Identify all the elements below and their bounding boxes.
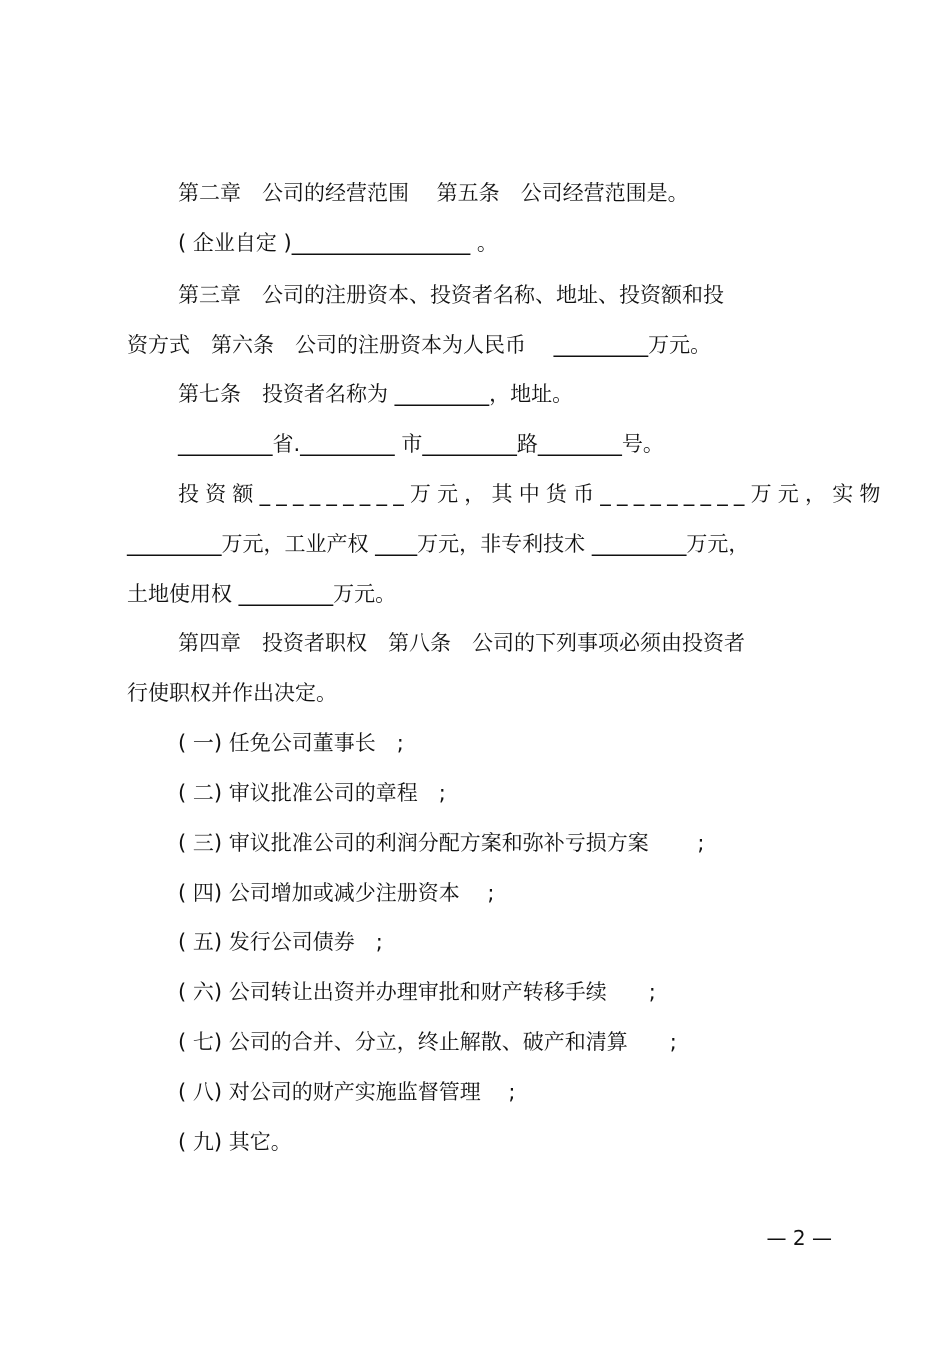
list-item: ( 一) 任免公司董事长 ; xyxy=(178,731,404,755)
business-scope-line: ( 企业自定 )_________________ 。 xyxy=(178,231,498,255)
land-use-line: 土地使用权 _________万元。 xyxy=(127,582,397,606)
chapter-3-line: 第三章 公司的注册资本、投资者名称、地址、投资额和投 xyxy=(178,283,724,307)
list-item: ( 二) 审议批准公司的章程 ; xyxy=(178,781,446,805)
chapter-2-line: 第二章 公司的经营范围 第五条 公司经营范围是。 xyxy=(178,181,689,205)
list-item: ( 四) 公司增加或减少注册资本 ; xyxy=(178,881,495,905)
page-number: — 2 — xyxy=(766,1226,832,1250)
list-item: ( 八) 对公司的财产实施监督管理 ; xyxy=(178,1080,516,1104)
chapter-4-line: 第四章 投资者职权 第八条 公司的下列事项必须由投资者 xyxy=(178,631,745,655)
list-item: ( 三) 审议批准公司的利润分配方案和弥补亏损方案 ; xyxy=(178,831,705,855)
article-7-line: 第七条 投资者名称为 _________，地址。 xyxy=(178,382,574,406)
chapter-4-continued-line: 行使职权并作出决定。 xyxy=(127,681,337,705)
list-item: ( 五) 发行公司债券 ; xyxy=(178,930,383,954)
investment-amount-line: 投资额_________万元，其中货币_________万元，实物 xyxy=(178,482,887,506)
list-item: ( 九) 其它。 xyxy=(178,1130,292,1154)
address-line: _________省._________ 市_________路________号。 xyxy=(178,432,664,456)
article-6-line: 资方式 第六条 公司的注册资本为人民币 _________万元。 xyxy=(127,333,712,357)
investment-detail-line: _________万元，工业产权 ____万元，非专利技术 _________万元， xyxy=(127,532,750,556)
list-item: ( 六) 公司转让出资并办理审批和财产转移手续 ; xyxy=(178,980,656,1004)
list-item: ( 七) 公司的合并、分立，终止解散、破产和清算 ; xyxy=(178,1030,677,1054)
